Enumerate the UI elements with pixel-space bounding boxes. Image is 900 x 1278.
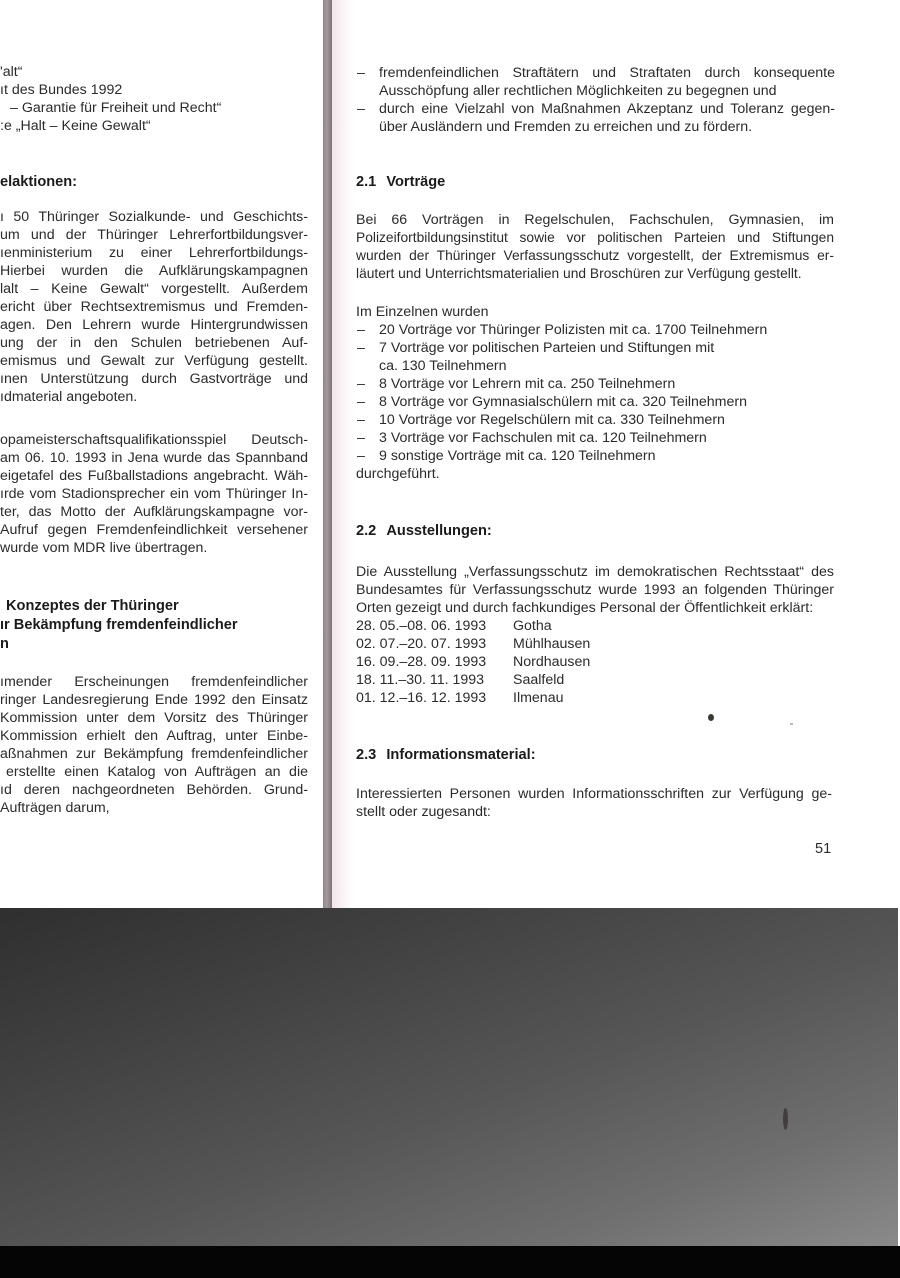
list-dash: – <box>357 448 365 464</box>
exhibition-place: Gotha <box>513 618 552 634</box>
scanner-smudge <box>783 1108 788 1130</box>
left-list-line: :e „Halt – Keine Gewalt“ <box>0 118 151 134</box>
left-section2-heading-line: Konzeptes der Thüringer <box>6 598 179 614</box>
section-2-2-paragraph-line: Orten gezeigt und durch fachkundiges Personal der Öffentlichkeit erklärt: <box>356 600 814 616</box>
section-title: Informationsmaterial: <box>386 747 536 763</box>
lecture-list-item: 20 Vorträge vor Thüringer Polizisten mit ca. 1700 Teilnehmern <box>379 322 768 338</box>
left-paragraph-line: ung der in den Schulen betriebenen Auf- <box>0 335 308 351</box>
exhibition-place: Saalfeld <box>513 672 565 688</box>
section-2-1-list-outro: durchgeführt. <box>356 466 440 482</box>
left-paragraph-line: Kommission erhielt den Auftrag, unter Einbe- <box>0 728 308 744</box>
section-2-1-heading <box>356 174 445 190</box>
left-paragraph-line: wurde vom MDR live übertragen. <box>0 540 208 556</box>
exhibition-row <box>356 617 552 635</box>
right-page <box>354 0 900 908</box>
intro-list-line: fremdenfeindlichen Straftätern und Straftaten durch konsequente <box>379 65 835 81</box>
left-page <box>0 0 323 908</box>
list-dash: – <box>357 65 365 81</box>
left-paragraph-line: Aufträgen darum, <box>0 800 110 816</box>
book-spine <box>323 0 332 912</box>
section-2-3-paragraph-line: stellt oder zugesandt: <box>356 804 491 820</box>
section-2-1-list-intro: Im Einzelnen wurden <box>356 304 489 320</box>
left-paragraph-line: emismus und Gewalt zur Verfügung gestellt. <box>0 353 308 369</box>
section-title: Ausstellungen: <box>386 523 492 539</box>
list-dash: – <box>357 430 365 446</box>
lecture-list-item: 9 sonstige Vorträge mit ca. 120 Teilnehmern <box>379 448 656 464</box>
lecture-list-item: 3 Vorträge vor Fachschulen mit ca. 120 Teilnehmern <box>379 430 707 446</box>
intro-list-line: über Ausländern und Fremden zu erreichen und zu fördern. <box>379 119 753 135</box>
left-list-line: ıt des Bundes 1992 <box>0 82 123 98</box>
left-list-line: 'alt“ <box>0 64 23 80</box>
exhibition-dates: 18. 11.–30. 11. 1993 <box>356 672 485 688</box>
section-number: 2.1 <box>356 174 377 190</box>
section-2-2-paragraph-line: Die Ausstellung „Verfassungsschutz im demokratischen Rechtsstaat“ des <box>356 564 834 580</box>
left-paragraph-line: ıdmaterial angeboten. <box>0 389 138 405</box>
section-2-3-paragraph-line: Interessierten Personen wurden Informationsschriften zur Verfügung ge- <box>356 786 832 802</box>
lecture-list-item: 7 Vorträge vor politischen Parteien und Stiftungen mit <box>379 340 715 356</box>
list-dash: – <box>357 376 365 392</box>
gutter-shadow <box>332 0 354 908</box>
left-paragraph-line: aßnahmen zur Bekämpfung fremdenfeindlicher <box>0 746 308 762</box>
section-2-3-heading <box>356 747 536 763</box>
section-2-1-paragraph-line: läutert und Unterrichtsmaterialien und Broschüren zur Verfügung gestellt. <box>356 266 802 281</box>
exhibition-dates: 01. 12.–16. 12. 1993 <box>356 690 487 706</box>
left-paragraph-line: Aufruf gegen Fremdenfeindlichkeit versehener <box>0 522 308 538</box>
left-paragraph-line: eigetafel des Fußballstadions angebracht. Wäh- <box>0 468 308 484</box>
exhibition-place: Nordhausen <box>513 654 591 670</box>
lecture-list-item-continued: ca. 130 Teilnehmern <box>379 358 507 374</box>
exhibition-dates: 16. 09.–28. 09. 1993 <box>356 654 487 670</box>
scanner-background <box>0 908 898 1246</box>
left-paragraph-line: ınen Unterstützung durch Gastvorträge und <box>0 371 308 387</box>
intro-list-line: durch eine Vielzahl von Maßnahmen Akzeptanz und Toleranz gegen- <box>379 101 835 117</box>
section-2-2-heading <box>356 523 492 539</box>
list-dash: – <box>357 340 365 356</box>
exhibition-row <box>356 671 564 689</box>
exhibition-dates: 28. 05.–08. 06. 1993 <box>356 618 487 634</box>
exhibition-row <box>356 689 563 707</box>
dust-speck <box>790 723 793 725</box>
left-paragraph-line: ı 50 Thüringer Sozialkunde- und Geschichts- <box>0 209 308 225</box>
section-number: 2.3 <box>356 747 377 763</box>
left-paragraph-line: um und der Thüringer Lehrerfortbildungsver- <box>0 227 308 243</box>
left-paragraph-line: Hierbei wurden die Aufklärungskampagnen <box>0 263 308 279</box>
section-number: 2.2 <box>356 523 377 539</box>
exhibition-row <box>356 635 590 653</box>
left-paragraph-line: Kommission unter dem Vorsitz des Thüringer <box>0 710 308 726</box>
list-dash: – <box>357 394 365 410</box>
exhibition-row <box>356 653 590 671</box>
page-number: 51 <box>815 841 832 857</box>
list-dash: – <box>357 101 365 117</box>
lecture-list-item: 10 Vorträge vor Regelschülern mit ca. 330 Teilnehmern <box>379 412 725 428</box>
exhibition-place: Ilmenau <box>513 690 564 706</box>
left-paragraph-line: lalt – Keine Gewalt“ vorgestellt. Außerdem <box>0 281 308 297</box>
left-section2-heading-line: ır Bekämpfung fremdenfeindlicher <box>0 617 238 633</box>
lecture-list-item: 8 Vorträge vor Gymnasialschülern mit ca. 320 Teilnehmern <box>379 394 747 410</box>
left-paragraph-line: am 06. 10. 1993 in Jena wurde das Spannband <box>0 450 308 466</box>
scanner-edge <box>0 1246 900 1278</box>
left-paragraph-line: erstellte einen Katalog von Aufträgen an die <box>6 764 308 780</box>
left-section-heading: elaktionen: <box>0 174 78 190</box>
exhibition-dates: 02. 07.–20. 07. 1993 <box>356 636 487 652</box>
left-section2-heading-line: n <box>0 636 9 652</box>
left-paragraph-line: ıenministerium zu einer Lehrerfortbildungs- <box>0 245 308 261</box>
left-paragraph-line: ericht über Rechtsextremismus und Fremden- <box>0 299 308 315</box>
list-dash: – <box>357 322 365 338</box>
left-paragraph-line: ringer Landesregierung Ende 1992 den Einsatz <box>0 692 308 708</box>
left-paragraph-line: ter, das Motto der Aufklärungskampagne vor- <box>0 504 308 520</box>
left-paragraph-line: ıd deren nachgeordneten Behörden. Grund- <box>0 782 308 798</box>
exhibition-place: Mühlhausen <box>513 636 591 652</box>
left-paragraph-line: agen. Den Lehrern wurde Hintergrundwissen <box>0 317 308 333</box>
section-2-2-paragraph-line: Bundesamtes für Verfassungsschutz wurde 1993 an folgenden Thüringer <box>356 582 834 598</box>
section-2-1-paragraph-line: Polizeifortbildungsinstitut sowie vor politischen Parteien und Stiftungen <box>356 230 834 245</box>
intro-list-line: Ausschöpfung aller rechtlichen Möglichkeiten zu begegnen und <box>379 83 777 99</box>
section-title: Vorträge <box>386 174 446 190</box>
left-paragraph-line: opameisterschaftsqualifikationsspiel Deutsch- <box>0 432 308 448</box>
left-paragraph-line: ımender Erscheinungen fremdenfeindlicher <box>0 674 308 690</box>
left-paragraph-line: ırde vom Stadionsprecher ein vom Thüringer In- <box>0 486 308 502</box>
left-list-line: – Garantie für Freiheit und Recht“ <box>10 100 222 116</box>
dust-speck <box>708 714 714 721</box>
list-dash: – <box>357 412 365 428</box>
section-2-1-paragraph-line: Bei 66 Vorträgen in Regelschulen, Fachschulen, Gymnasien, im <box>356 212 834 228</box>
section-2-1-paragraph-line: wurden der Thüringer Verfassungsschutz vorgestellt, der Extremismus er- <box>356 248 834 263</box>
lecture-list-item: 8 Vorträge vor Lehrern mit ca. 250 Teilnehmern <box>379 376 676 392</box>
